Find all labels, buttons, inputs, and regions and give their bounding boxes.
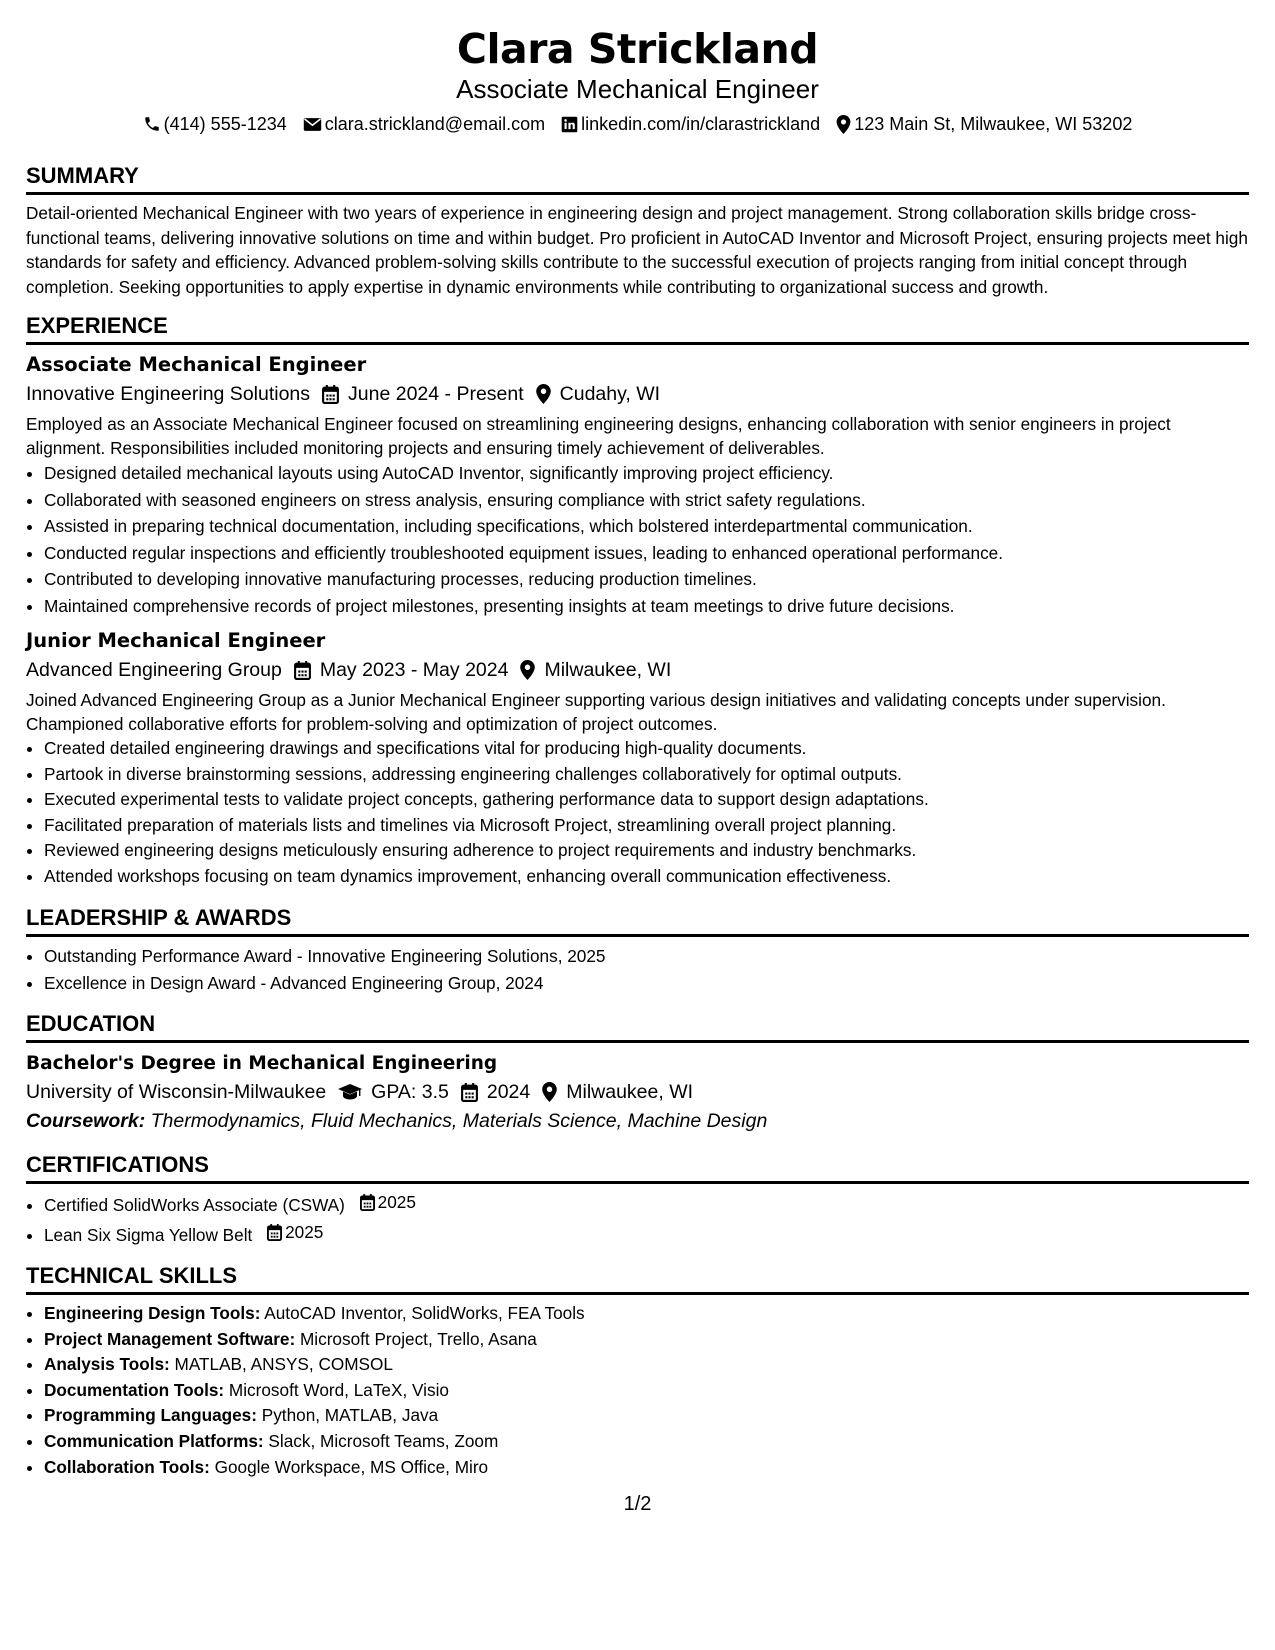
job-title: Junior Mechanical Engineer [26, 629, 326, 652]
education-section [26, 1011, 1249, 1135]
skill-value: Google Workspace, MS Office, Miro [214, 1456, 489, 1477]
list-item: • Assisted in preparing technical documentation, including specifications, which bolstered interdepartmental communication. [44, 513, 1249, 540]
list-item [44, 1403, 1249, 1429]
address-text: 123 Main St, Milwaukee, WI 53202 [854, 114, 1133, 134]
skill-value: MATLAB, ANSYS, COMSOL [174, 1354, 393, 1375]
skill-value: Slack, Microsoft Teams, Zoom [268, 1430, 499, 1451]
list-item [44, 1219, 1249, 1249]
list-item: • Contributed to developing innovative manufacturing processes, reducing production timelines. [44, 566, 1249, 593]
coursework [26, 1107, 1249, 1135]
summary-section [26, 163, 1249, 299]
map-pin-icon [836, 115, 851, 134]
list-item [44, 1455, 1249, 1481]
job-bullets [26, 460, 1249, 619]
skills-list [26, 1301, 1249, 1480]
job-bullets [26, 736, 1249, 889]
section-heading-awards: LEADERSHIP & AWARDS [26, 905, 1249, 937]
section-heading-skills: TECHNICAL SKILLS [26, 1263, 1249, 1295]
skill-label: Project Management Software: [44, 1328, 296, 1349]
skill-label: Documentation Tools: [44, 1379, 225, 1400]
contact-phone[interactable] [143, 112, 287, 136]
grad-year-group [461, 1079, 530, 1105]
job-dates: June 2024 - Present [348, 383, 524, 405]
list-item: • Attended workshops focusing on team dynamics improvement, enhancing overall communication effectiveness. [44, 864, 1249, 890]
list-item [44, 1352, 1249, 1378]
job-entry [26, 352, 1249, 619]
contact-address [836, 112, 1132, 136]
linkedin-icon [561, 116, 578, 133]
list-item [44, 1429, 1249, 1455]
page-number: 1/2 [623, 1493, 652, 1515]
certification-year: 2025 [377, 1192, 416, 1212]
skills-section [26, 1263, 1249, 1480]
map-pin-icon [542, 1082, 557, 1102]
job-entry [26, 628, 1249, 889]
job-dates-group [322, 381, 524, 407]
gpa-group [338, 1079, 449, 1105]
job-dates: May 2023 - May 2024 [319, 659, 509, 681]
contact-linkedin[interactable] [561, 112, 820, 136]
certifications-section [26, 1152, 1249, 1249]
skill-label: Engineering Design Tools: [44, 1303, 261, 1323]
section-heading-experience: EXPERIENCE [26, 313, 1249, 345]
certification-year-group [267, 1219, 323, 1246]
job-meta [26, 381, 1249, 407]
list-item [44, 1378, 1249, 1404]
section-heading-summary: SUMMARY [26, 163, 1249, 195]
section-heading-certifications: CERTIFICATIONS [26, 1152, 1249, 1184]
skill-value: Microsoft Project, Trello, Asana [299, 1328, 537, 1349]
list-item: • Maintained comprehensive records of project milestones, presenting insights at team meetings to drive future decisions. [44, 593, 1249, 620]
job-location: Cudahy, WI [559, 383, 661, 405]
list-item: • Excellence in Design Award - Advanced Engineering Group, 2024 [44, 970, 1249, 997]
map-pin-icon [536, 384, 551, 404]
list-item: • Designed detailed mechanical layouts using AutoCAD Inventor, significantly improving project efficiency. [44, 460, 1249, 487]
grad-year: 2024 [486, 1081, 531, 1103]
graduation-cap-icon [338, 1083, 362, 1101]
coursework-text: Thermodynamics, Fluid Mechanics, Materials Science, Machine Design [150, 1110, 768, 1132]
school-location: Milwaukee, WI [566, 1081, 694, 1103]
job-description: Joined Advanced Engineering Group as a Junior Mechanical Engineer supporting various design initiatives and validating concepts under supervision. Championed collaborative efforts for problem-solving and optimization of project outcomes. [26, 690, 1166, 734]
list-item: • Outstanding Performance Award - Innovative Engineering Solutions, 2025 [44, 943, 1249, 970]
skill-value: Microsoft Word, LaTeX, Visio [228, 1379, 449, 1400]
job-dates-group [294, 657, 509, 683]
certifications-list [26, 1189, 1249, 1249]
list-item: • Partook in diverse brainstorming sessions, addressing engineering challenges collaboratively for optimal outputs. [44, 762, 1249, 788]
summary-text: Detail-oriented Mechanical Engineer with two years of experience in engineering design and project management. Strong collaboration skills bridge cross-functional teams, delivering innovative solutions on time and within budget. Pro proficient in AutoCAD Inventor and Microsoft Project, ensuring projects meet high standards for safety and efficiency. Advanced problem-solving skills contribute to the successful execution of projects ranging from initial concept through completion. Seeking opportunities to apply expertise in dynamic environments while contributing to organizational success and growth. [26, 203, 1248, 297]
skill-label: Programming Languages: [44, 1405, 257, 1426]
certification-name: Lean Six Sigma Yellow Belt [44, 1225, 253, 1245]
experience-section [26, 313, 1249, 889]
list-item: • Executed experimental tests to validate project concepts, gathering performance data to support design adaptations. [44, 787, 1249, 813]
skill-value: Python, MATLAB, Java [261, 1405, 439, 1426]
contact-email[interactable] [303, 112, 545, 136]
job-company: Advanced Engineering Group [26, 659, 282, 681]
calendar-icon [322, 385, 339, 404]
certification-name: Certified SolidWorks Associate (CSWA) [44, 1195, 345, 1215]
calendar-icon [267, 1224, 282, 1241]
linkedin-text: linkedin.com/in/clarastrickland [581, 114, 821, 134]
list-item: • Conducted regular inspections and efficiently troubleshooted equipment issues, leading to enhanced operational performance. [44, 540, 1249, 567]
envelope-icon [303, 117, 322, 132]
awards-list [26, 943, 1249, 996]
candidate-title: Associate Mechanical Engineer [456, 74, 819, 104]
list-item: • Created detailed engineering drawings and specifications vital for producing high-quality documents. [44, 736, 1249, 762]
job-title: Associate Mechanical Engineer [26, 353, 367, 376]
email-text: clara.strickland@email.com [324, 114, 546, 134]
certification-year: 2025 [285, 1222, 324, 1242]
school-name: University of Wisconsin-Milwaukee [26, 1081, 327, 1103]
list-item: • Collaborated with seasoned engineers on stress analysis, ensuring compliance with strict safety regulations. [44, 487, 1249, 514]
list-item [44, 1189, 1249, 1219]
school-location-group [542, 1079, 693, 1105]
gpa-text: GPA: 3.5 [371, 1081, 449, 1103]
list-item [44, 1301, 1249, 1327]
resume-page [26, 0, 1249, 1480]
contact-bar [26, 112, 1249, 136]
awards-section [26, 905, 1249, 996]
job-location-group [536, 381, 660, 407]
skill-label: Communication Platforms: [44, 1430, 264, 1451]
candidate-name: Clara Strickland [456, 25, 819, 73]
calendar-icon [360, 1194, 375, 1211]
job-description: Employed as an Associate Mechanical Engineer focused on streamlining engineering designs, enhancing collaboration with senior engineers in project alignment. Responsibilities included monitoring projects and ensuring timely achievement of deliverables. [26, 414, 1171, 458]
list-item: • Facilitated preparation of materials lists and timelines via Microsoft Project, streamlining overall project planning. [44, 813, 1249, 839]
phone-icon [143, 115, 161, 133]
skill-label: Collaboration Tools: [44, 1456, 210, 1477]
coursework-label: Coursework: [26, 1110, 146, 1132]
job-company: Innovative Engineering Solutions [26, 383, 311, 405]
calendar-icon [461, 1083, 478, 1102]
job-location-group [520, 657, 671, 683]
map-pin-icon [520, 660, 535, 680]
resume-header [26, 26, 1249, 136]
section-heading-education: EDUCATION [26, 1011, 1249, 1043]
skill-label: Analysis Tools: [44, 1354, 170, 1375]
certification-year-group [360, 1189, 416, 1216]
degree-title: Bachelor's Degree in Mechanical Engineering [26, 1053, 498, 1074]
list-item: • Reviewed engineering designs meticulously ensuring adherence to project requirements and industry benchmarks. [44, 838, 1249, 864]
job-location: Milwaukee, WI [544, 659, 672, 681]
phone-text: (414) 555-1234 [163, 114, 287, 134]
calendar-icon [294, 661, 311, 680]
job-meta [26, 657, 1249, 683]
list-item [44, 1327, 1249, 1353]
education-meta [26, 1079, 1249, 1105]
skill-value: AutoCAD Inventor, SolidWorks, FEA Tools [264, 1303, 585, 1323]
